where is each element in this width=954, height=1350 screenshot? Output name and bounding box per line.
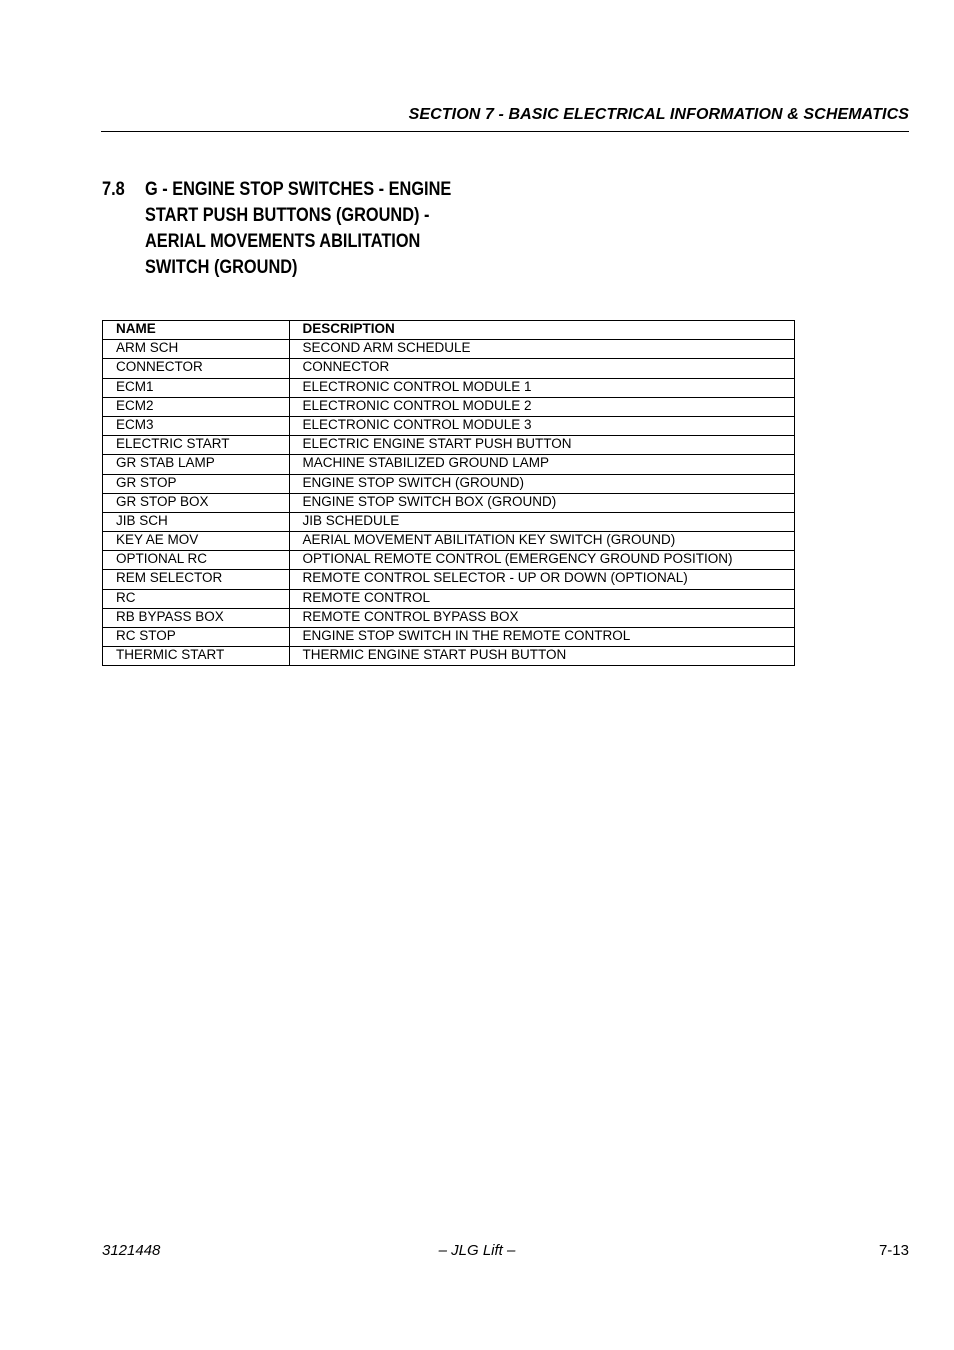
cell-name: GR STAB LAMP [103,455,290,474]
header-divider [101,131,909,132]
table-body [103,340,795,666]
cell-name: ECM3 [103,416,290,435]
cell-name: REM SELECTOR [103,570,290,589]
table-row [103,474,795,493]
cell-name: ARM SCH [103,340,290,359]
section-number: 7.8 [102,179,125,200]
table-row [103,340,795,359]
table-row [103,359,795,378]
table-row [103,397,795,416]
cell-name: RC [103,589,290,608]
cell-description: ELECTRONIC CONTROL MODULE 3 [289,416,795,435]
section-title-line: G - ENGINE STOP SWITCHES - ENGINE [145,179,452,200]
cell-name: GR STOP [103,474,290,493]
table-row [103,455,795,474]
cell-name: ECM2 [103,397,290,416]
cell-name: KEY AE MOV [103,532,290,551]
cell-description: AERIAL MOVEMENT ABILITATION KEY SWITCH (GROUND) [289,532,795,551]
column-header-description: DESCRIPTION [289,321,795,340]
table-row [103,436,795,455]
cell-description: REMOTE CONTROL SELECTOR - UP OR DOWN (OPTIONAL) [289,570,795,589]
table-row [103,628,795,647]
cell-name: OPTIONAL RC [103,551,290,570]
table-row [103,608,795,627]
cell-name: ELECTRIC START [103,436,290,455]
cell-description: ENGINE STOP SWITCH IN THE REMOTE CONTROL [289,628,795,647]
cell-description: ELECTRONIC CONTROL MODULE 1 [289,378,795,397]
cell-description: REMOTE CONTROL BYPASS BOX [289,608,795,627]
cell-description: ELECTRIC ENGINE START PUSH BUTTON [289,436,795,455]
cell-description: OPTIONAL REMOTE CONTROL (EMERGENCY GROUND POSITION) [289,551,795,570]
table-row [103,570,795,589]
cell-name: GR STOP BOX [103,493,290,512]
table-row [103,532,795,551]
cell-description: ENGINE STOP SWITCH BOX (GROUND) [289,493,795,512]
cell-description: SECOND ARM SCHEDULE [289,340,795,359]
cell-name: THERMIC START [103,647,290,666]
page-number: 7-13 [878,1242,909,1259]
cell-description: ENGINE STOP SWITCH (GROUND) [289,474,795,493]
cell-name: ECM1 [103,378,290,397]
document-number: 3121448 [102,1242,161,1259]
cell-description: MACHINE STABILIZED GROUND LAMP [289,455,795,474]
section-header-title: SECTION 7 - BASIC ELECTRICAL INFORMATION & SCHEMATICS [408,106,909,123]
section-title-line: AERIAL MOVEMENTS ABILITATION [145,231,421,252]
section-title-line: SWITCH (GROUND) [145,257,298,278]
table-row [103,416,795,435]
table-header-row [103,321,795,340]
section-title [145,177,451,281]
cell-description: JIB SCHEDULE [289,512,795,531]
cell-description: THERMIC ENGINE START PUSH BUTTON [289,647,795,666]
cell-name: JIB SCH [103,512,290,531]
cell-name: CONNECTOR [103,359,290,378]
cell-description: REMOTE CONTROL [289,589,795,608]
table-row [103,378,795,397]
component-table [102,320,795,666]
section-title-line: START PUSH BUTTONS (GROUND) - [145,205,430,226]
table-row [103,647,795,666]
table-row [103,512,795,531]
table-row [103,551,795,570]
column-header-name: NAME [103,321,290,340]
publisher-name: – JLG Lift – [438,1242,516,1259]
cell-name: RB BYPASS BOX [103,608,290,627]
table-row [103,493,795,512]
table-row [103,589,795,608]
cell-name: RC STOP [103,628,290,647]
cell-description: ELECTRONIC CONTROL MODULE 2 [289,397,795,416]
cell-description: CONNECTOR [289,359,795,378]
